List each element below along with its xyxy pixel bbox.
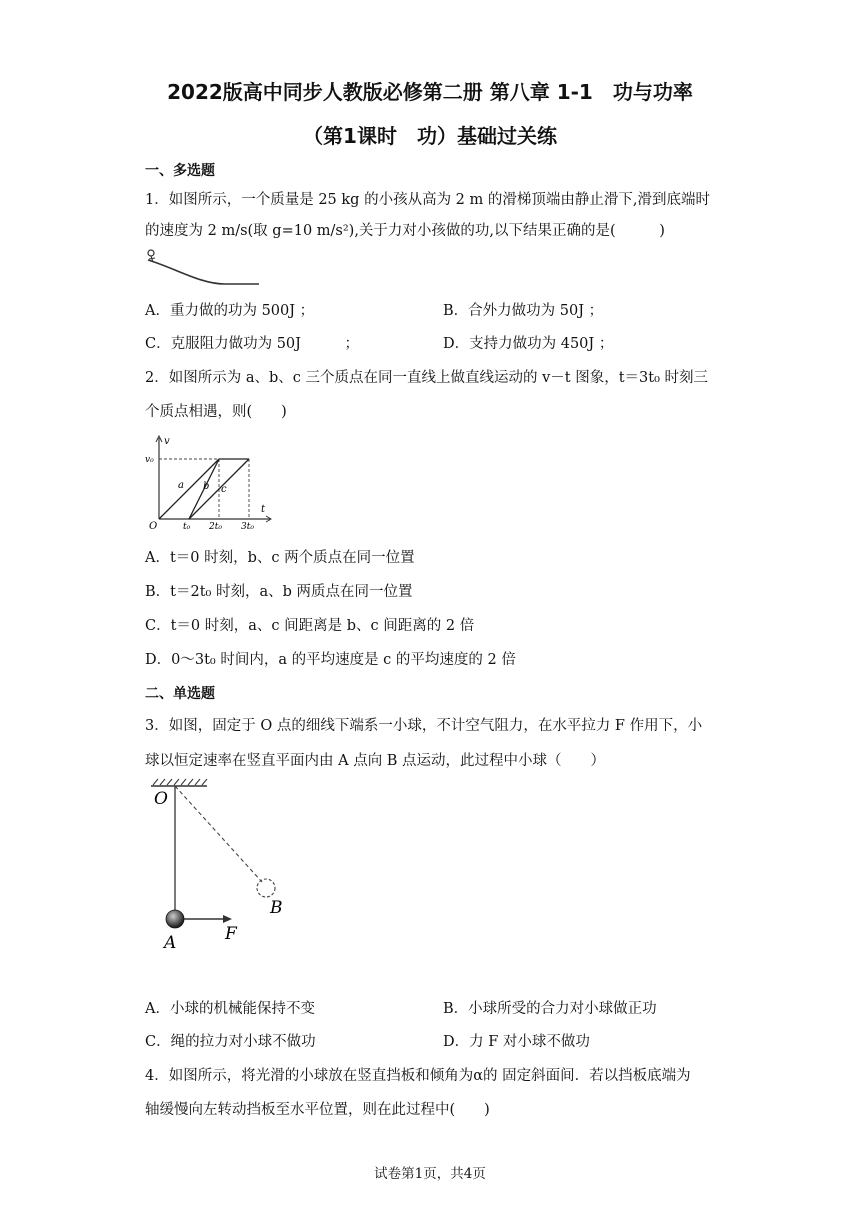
tick-label-v0: v₀ bbox=[145, 455, 154, 465]
question-1-option-b: B．合外力做功为 50J ； bbox=[443, 303, 604, 319]
vt-graph-figure bbox=[145, 432, 275, 532]
question-1-option-a: A．重力做的功为 500J ； bbox=[145, 303, 315, 319]
page-title-line-2: （第1课时 功）基础过关练 bbox=[303, 124, 557, 148]
question-1-option-c: C．克服阻力做功为 50J ； bbox=[145, 336, 359, 352]
point-label-o: O bbox=[154, 789, 168, 809]
question-2-option-c: C．t＝0 时刻，a、c 间距离是 b、c 间距离的 2 倍 bbox=[145, 618, 475, 634]
question-2-option-a: A．t＝0 时刻，b、c 两个质点在同一位置 bbox=[145, 550, 415, 566]
tick-label-3t0: 3t₀ bbox=[241, 522, 254, 532]
section-heading-multi-choice: 一、多选题 bbox=[145, 163, 215, 179]
question-2-line-2: 个质点相遇，则( ) bbox=[145, 404, 287, 420]
page-title-line-1: 2022版高中同步人教版必修第二册 第八章 1-1 功与功率 bbox=[167, 80, 693, 104]
question-1-option-d: D．支持力做功为 450J ； bbox=[443, 336, 614, 352]
question-2-option-d: D．0～3t₀ 时间内，a 的平均速度是 c 的平均速度的 2 倍 bbox=[145, 652, 516, 668]
question-2-line-1: 2．如图所示为 a、b、c 三个质点在同一直线上做直线运动的 v－t 图象，t＝3t₀ 时刻三 bbox=[145, 370, 709, 386]
question-3-option-a: A．小球的机械能保持不变 bbox=[145, 1001, 315, 1017]
line-label-c: c bbox=[221, 484, 227, 495]
question-2-option-b: B．t＝2t₀ 时刻，a、b 两质点在同一位置 bbox=[145, 584, 413, 600]
tick-label-t0: t₀ bbox=[183, 522, 191, 532]
question-1-line-1: 1．如图所示，一个质量是 25 kg 的小孩从高为 2 m 的滑梯顶端由静止滑下,滑到底端时 bbox=[145, 192, 710, 208]
line-label-b: b bbox=[203, 481, 210, 492]
question-3-option-b: B．小球所受的合力对小球做正功 bbox=[443, 1001, 657, 1017]
slide-figure bbox=[145, 246, 260, 288]
question-3-line-1: 3．如图，固定于 O 点的细线下端系一小球，不计空气阻力，在水平拉力 F 作用下，小 bbox=[145, 718, 703, 734]
axis-label-v: v bbox=[164, 436, 170, 447]
line-label-a: a bbox=[178, 480, 184, 491]
axis-label-t: t bbox=[261, 504, 266, 515]
point-label-a: A bbox=[164, 933, 177, 953]
question-3-option-d: D．力 F 对小球不做功 bbox=[443, 1034, 590, 1050]
question-1-line-2: 的速度为 2 m/s(取 g=10 m/s²),关于力对小孩做的功,以下结果正确的是( ) bbox=[145, 223, 665, 239]
page-footer: 试卷第1页，共4页 bbox=[374, 1166, 486, 1182]
origin-label: O bbox=[149, 521, 158, 532]
pendulum-figure bbox=[145, 776, 305, 954]
point-label-b: B bbox=[270, 898, 283, 918]
question-4-line-1: 4．如图所示，将光滑的小球放在竖直挡板和倾角为α的 固定斜面间．若以挡板底端为 bbox=[145, 1068, 691, 1084]
tick-label-2t0: 2t₀ bbox=[209, 522, 222, 532]
force-label-f: F bbox=[225, 924, 237, 944]
section-heading-single-choice: 二、单选题 bbox=[145, 686, 215, 702]
question-3-line-2: 球以恒定速率在竖直平面内由 A 点向 B 点运动，此过程中小球（ ） bbox=[145, 753, 606, 769]
question-3-option-c: C．绳的拉力对小球不做功 bbox=[145, 1034, 316, 1050]
question-4-line-2: 轴缓慢向左转动挡板至水平位置，则在此过程中( ) bbox=[145, 1102, 490, 1118]
